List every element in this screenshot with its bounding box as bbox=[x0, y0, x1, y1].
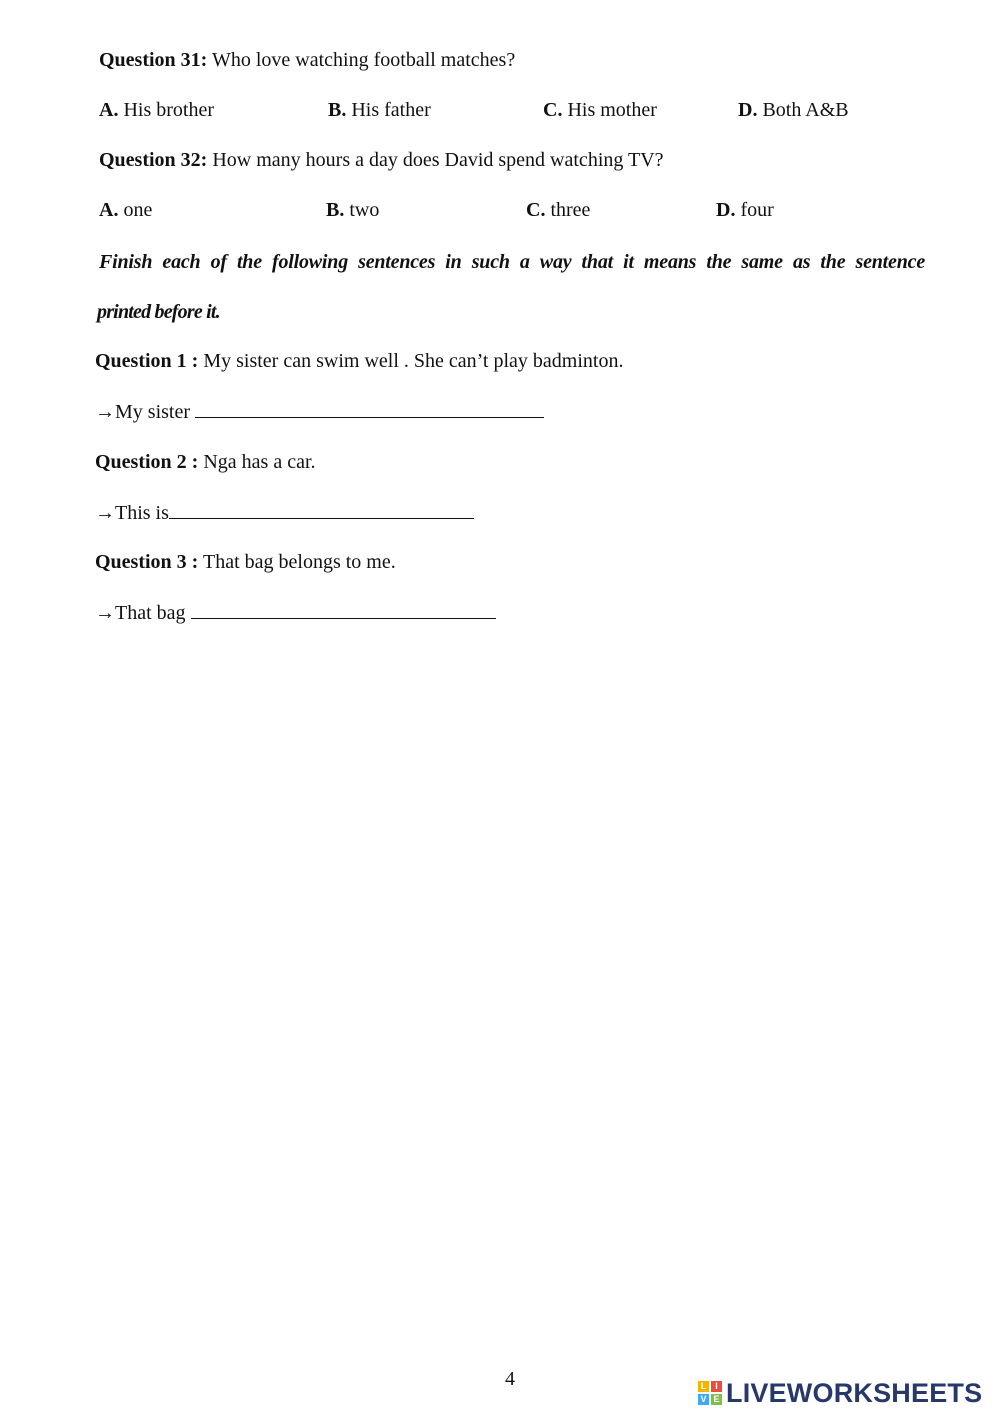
question-text: How many hours a day does David spend watching TV? bbox=[207, 149, 664, 171]
question-31 bbox=[99, 48, 515, 72]
question-text: Nga has a car. bbox=[198, 451, 316, 473]
q32-option-b[interactable] bbox=[326, 198, 379, 222]
answer-prompt: →This is bbox=[95, 502, 169, 524]
answer-row-3 bbox=[95, 600, 496, 625]
option-text: Both A&B bbox=[757, 99, 849, 121]
logo-tile: I bbox=[711, 1381, 722, 1392]
logo-tile: V bbox=[698, 1394, 709, 1405]
instruction-line-1: Finish each of the following sentences in such a way that it means the same as the sentence bbox=[99, 251, 925, 273]
logo-tile: E bbox=[711, 1394, 722, 1405]
option-text: two bbox=[344, 199, 380, 221]
instruction-line-2: printed before it. bbox=[97, 301, 220, 323]
liveworksheets-logo bbox=[698, 1378, 982, 1408]
answer-row-2 bbox=[95, 500, 474, 525]
answer-prompt: →My sister bbox=[95, 401, 195, 423]
option-letter: C. bbox=[543, 99, 563, 121]
question-text: My sister can swim well . She can’t play badminton. bbox=[198, 350, 624, 372]
option-letter: B. bbox=[326, 199, 345, 221]
question-label: Question 1 : bbox=[95, 350, 199, 372]
answer-blank-3[interactable] bbox=[191, 600, 496, 619]
answer-blank-1[interactable] bbox=[195, 399, 544, 418]
q31-option-b[interactable] bbox=[328, 98, 431, 122]
option-letter: C. bbox=[526, 199, 546, 221]
option-letter: A. bbox=[99, 99, 119, 121]
rewrite-question-1 bbox=[95, 349, 623, 373]
option-text: His mother bbox=[562, 99, 657, 121]
option-letter: D. bbox=[716, 199, 736, 221]
rewrite-question-3 bbox=[95, 550, 396, 574]
question-label: Question 3 : bbox=[95, 551, 199, 573]
option-letter: A. bbox=[99, 199, 119, 221]
q31-option-d[interactable] bbox=[738, 98, 849, 122]
option-letter: D. bbox=[738, 99, 758, 121]
answer-row-1 bbox=[95, 399, 544, 424]
question-label: Question 2 : bbox=[95, 451, 199, 473]
option-text: one bbox=[118, 199, 153, 221]
q31-option-c[interactable] bbox=[543, 98, 657, 122]
q32-option-a[interactable] bbox=[99, 198, 152, 222]
option-text: His father bbox=[346, 99, 431, 121]
q31-option-a[interactable] bbox=[99, 98, 214, 122]
logo-tile: L bbox=[698, 1381, 709, 1392]
answer-blank-2[interactable] bbox=[169, 500, 474, 519]
option-text: three bbox=[545, 199, 591, 221]
logo-icon bbox=[698, 1381, 722, 1405]
q32-option-d[interactable] bbox=[716, 198, 774, 222]
question-label: Question 31: bbox=[99, 49, 208, 71]
option-text: His brother bbox=[118, 99, 214, 121]
question-text: That bag belongs to me. bbox=[198, 551, 396, 573]
rewrite-question-2 bbox=[95, 450, 316, 474]
question-32 bbox=[99, 148, 664, 172]
option-text: four bbox=[735, 199, 774, 221]
question-label: Question 32: bbox=[99, 149, 208, 171]
page-number: 4 bbox=[505, 1368, 515, 1390]
option-letter: B. bbox=[328, 99, 347, 121]
question-text: Who love watching football matches? bbox=[207, 49, 516, 71]
q32-option-c[interactable] bbox=[526, 198, 590, 222]
answer-prompt: →That bag bbox=[95, 602, 191, 624]
brand-name: LIVEWORKSHEETS bbox=[726, 1377, 983, 1408]
